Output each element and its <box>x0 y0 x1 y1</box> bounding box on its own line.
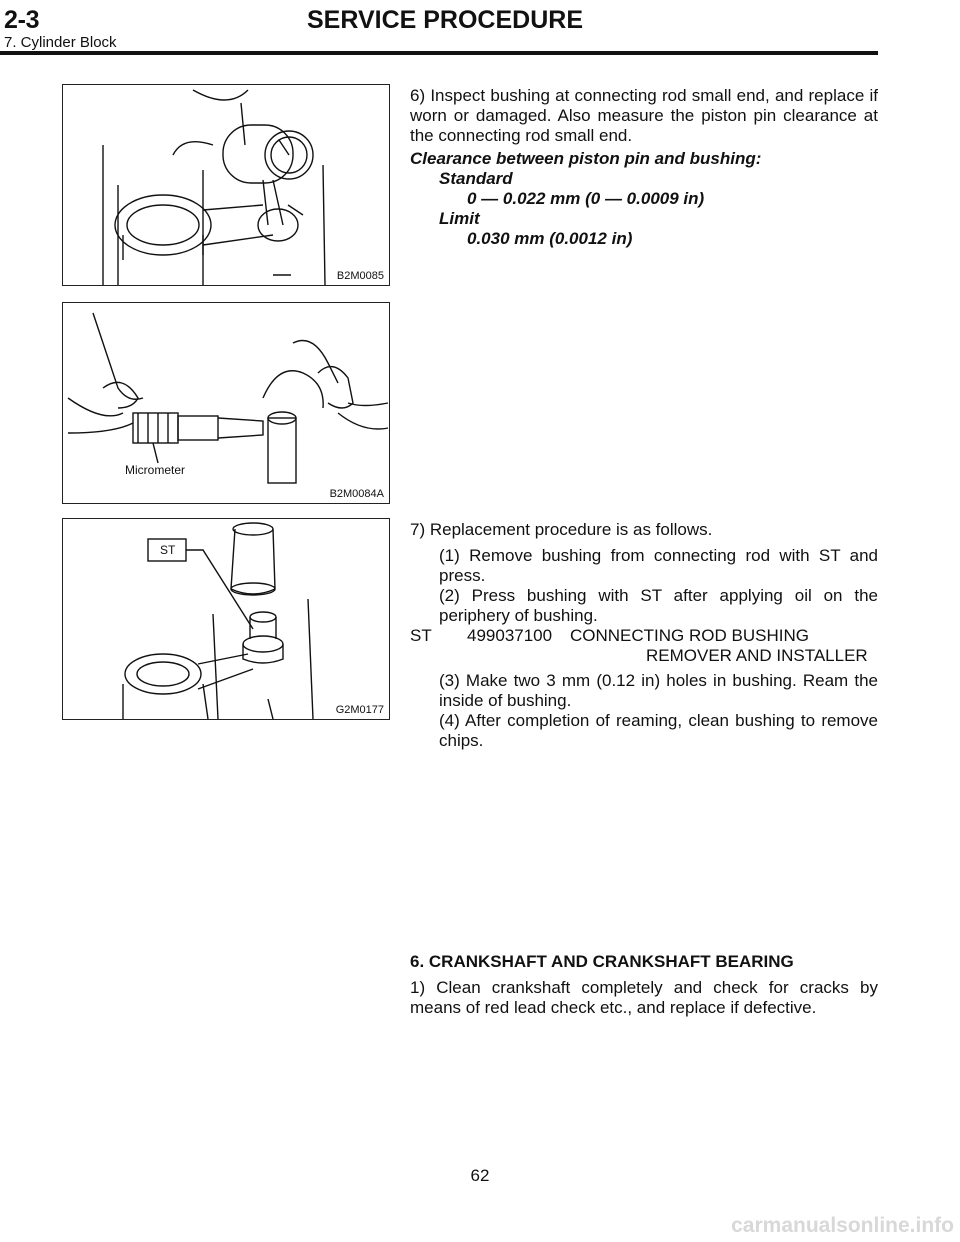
limit-value: 0.030 mm (0.0012 in) <box>467 229 633 248</box>
limit-label: Limit <box>439 209 480 228</box>
figure-id: G2M0177 <box>335 704 384 716</box>
crankshaft-step1: 1) Clean crankshaft completely and check for cracks by means of red lead check etc., and replace if defective. <box>410 978 878 1017</box>
spec-title: Clearance between piston pin and bushing: <box>410 149 762 168</box>
st-name-line2: REMOVER AND INSTALLER <box>646 646 868 665</box>
micrometer-label: Micrometer <box>125 463 186 477</box>
step7-sub1: (1) Remove bushing from connecting rod with ST and press. <box>439 546 878 585</box>
crankshaft-block <box>410 952 878 1018</box>
step7-intro: 7) Replacement procedure is as follows. <box>410 520 713 539</box>
st-name-line1: CONNECTING ROD BUSHING <box>570 626 809 645</box>
st-label: ST <box>160 543 176 557</box>
figure-id: B2M0084A <box>329 488 384 500</box>
step6-intro: 6) Inspect bushing at connecting rod small end, and replace if worn or damaged. Also measure the piston pin clearance at the connecting rod small end. <box>410 86 878 145</box>
micrometer-illustration <box>63 303 390 504</box>
crankshaft-heading: 6. CRANKSHAFT AND CRANKSHAFT BEARING <box>410 952 794 971</box>
page-title: SERVICE PROCEDURE <box>307 6 583 34</box>
step7-sub4: (4) After completion of reaming, clean bushing to remove chips. <box>439 711 878 750</box>
standard-value: 0 — 0.022 mm (0 — 0.0009 in) <box>467 189 705 208</box>
st-press-illustration <box>63 519 390 720</box>
dial-gauge-illustration <box>63 85 390 286</box>
figure-st-press <box>62 518 390 720</box>
step6-block <box>410 86 878 249</box>
st-number: 499037100 <box>467 626 553 645</box>
standard-label: Standard <box>439 169 513 188</box>
section-number: 2-3 <box>4 6 40 34</box>
figure-micrometer <box>62 302 390 504</box>
step7-block <box>410 520 878 751</box>
header-rule <box>0 51 878 55</box>
figure-dial-gauge <box>62 84 390 286</box>
section-subtitle: 7. Cylinder Block <box>4 34 117 51</box>
figure-id: B2M0085 <box>336 270 384 282</box>
st-spec-row <box>410 626 878 666</box>
st-prefix: ST <box>410 626 432 645</box>
step7-sub3: (3) Make two 3 mm (0.12 in) holes in bushing. Ream the inside of bushing. <box>439 671 878 710</box>
step7-sub2: (2) Press bushing with ST after applying oil on the periphery of bushing. <box>439 586 878 625</box>
page-number: 62 <box>470 1166 490 1185</box>
watermark: carmanualsonline.info <box>731 1214 954 1237</box>
